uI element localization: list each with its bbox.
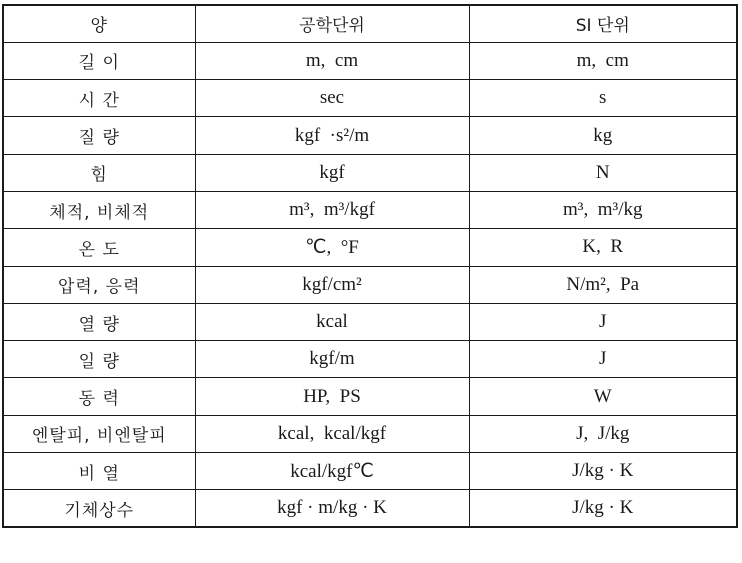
table-row	[3, 80, 737, 117]
engineering-unit-cell: kcal/kgf℃	[195, 453, 469, 490]
quantity-cell: 체적, 비체적	[3, 191, 195, 228]
si-unit-cell: kg	[469, 117, 737, 154]
si-unit-cell: J/kg · K	[469, 453, 737, 490]
quantity-cell: 일 량	[3, 341, 195, 378]
table-row	[3, 229, 737, 266]
table-row	[3, 154, 737, 191]
header-row	[3, 5, 737, 42]
table-row	[3, 415, 737, 452]
si-unit-cell: J	[469, 303, 737, 340]
table-row	[3, 303, 737, 340]
header-si-unit: SI 단위	[469, 5, 737, 42]
quantity-cell: 압력, 응력	[3, 266, 195, 303]
table-row	[3, 191, 737, 228]
table-row	[3, 42, 737, 79]
quantity-cell: 비 열	[3, 453, 195, 490]
header-quantity: 양	[3, 5, 195, 42]
table-row	[3, 378, 737, 415]
quantity-cell: 기체상수	[3, 490, 195, 527]
si-unit-cell: s	[469, 80, 737, 117]
si-unit-cell: m³, m³/kg	[469, 191, 737, 228]
engineering-unit-cell: kcal	[195, 303, 469, 340]
engineering-unit-cell: kgf	[195, 154, 469, 191]
engineering-unit-cell: ℃, °F	[195, 229, 469, 266]
si-unit-cell: N	[469, 154, 737, 191]
si-unit-cell: N/m², Pa	[469, 266, 737, 303]
si-unit-cell: J/kg · K	[469, 490, 737, 527]
quantity-cell: 길 이	[3, 42, 195, 79]
si-unit-cell: m, cm	[469, 42, 737, 79]
quantity-cell: 시 간	[3, 80, 195, 117]
si-unit-cell: J, J/kg	[469, 415, 737, 452]
engineering-unit-cell: kgf/cm²	[195, 266, 469, 303]
engineering-unit-cell: kgf/m	[195, 341, 469, 378]
engineering-unit-cell: kgf ·s²/m	[195, 117, 469, 154]
engineering-unit-cell: m, cm	[195, 42, 469, 79]
engineering-unit-cell: kgf · m/kg · K	[195, 490, 469, 527]
quantity-cell: 동 력	[3, 378, 195, 415]
units-table	[2, 4, 738, 528]
engineering-unit-cell: m³, m³/kgf	[195, 191, 469, 228]
table-row	[3, 490, 737, 527]
quantity-cell: 질 량	[3, 117, 195, 154]
table-row	[3, 341, 737, 378]
si-unit-cell: W	[469, 378, 737, 415]
si-unit-cell: K, R	[469, 229, 737, 266]
header-engineering-unit: 공학단위	[195, 5, 469, 42]
engineering-unit-cell: kcal, kcal/kgf	[195, 415, 469, 452]
engineering-unit-cell: HP, PS	[195, 378, 469, 415]
table-row	[3, 266, 737, 303]
quantity-cell: 엔탈피, 비엔탈피	[3, 415, 195, 452]
quantity-cell: 열 량	[3, 303, 195, 340]
quantity-cell: 힘	[3, 154, 195, 191]
engineering-unit-cell: sec	[195, 80, 469, 117]
table-row	[3, 453, 737, 490]
quantity-cell: 온 도	[3, 229, 195, 266]
si-unit-cell: J	[469, 341, 737, 378]
table-row	[3, 117, 737, 154]
